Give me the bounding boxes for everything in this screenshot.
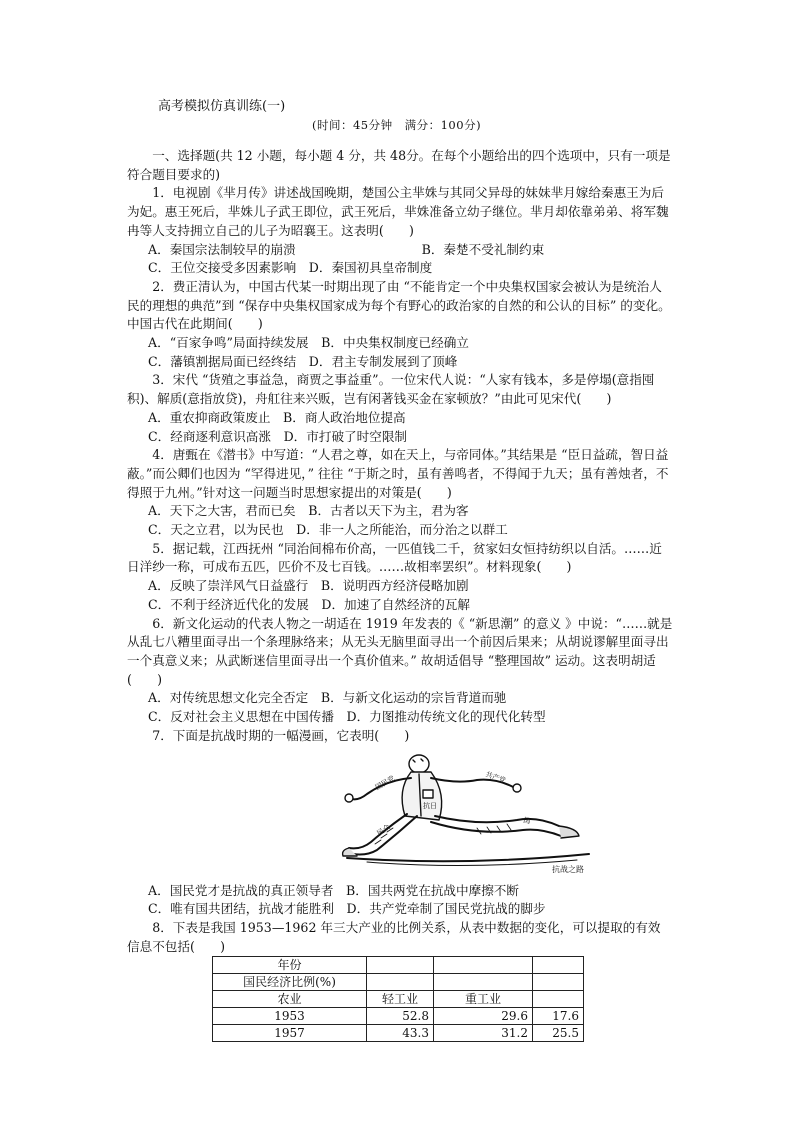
table-row (213, 1008, 584, 1025)
war-cartoon (327, 750, 605, 878)
table-cell: 43.3 (367, 1025, 434, 1042)
option-line: A．对传统思想文化完全否定 B．与新文化运动的宗旨背道而驰 (148, 690, 507, 706)
option-line: C．王位交接受多因素影响 D．秦国初具皇帝制度 (148, 260, 433, 276)
table-header-cell: 农业 (213, 991, 367, 1008)
question-stem: 1．电视剧《芈月传》讲述战国晚期，楚国公主芈姝与其同父异母的妹妹芈月嫁给秦惠王为后为妃。惠王死后，芈姝儿子武王即位，武王死后，芈姝准备立幼子继位。芈月却依靠弟弟、将军魏冉等人支持拥立自己的儿子为昭襄王。这表明( ) (127, 185, 669, 238)
cartoon-label: 国 (522, 815, 532, 826)
option-line: A．“百家争鸣”局面持续发展 B．中央集权制度已经确立 (148, 335, 469, 351)
exam-content (127, 147, 673, 1042)
table-cell (533, 991, 584, 1008)
question-8 (127, 919, 673, 1042)
cartoon-label: 共产党 (484, 769, 507, 785)
option-line: A．重农抑商政策废止 B．商人政治地位提高 (148, 409, 406, 425)
cartoon-caption: 抗战之路 (552, 864, 584, 874)
question-stem: 3．宋代 “货殖之事益急，商贾之事益重”。一位宋代人说：“人家有钱本，多是停塌(意指囤积)、解质(意指放贷)，舟舡往来兴贩，岂有闲著钱买金在家顿放？”由此可见宋代( ) (127, 372, 655, 407)
option-line: C．经商逐利意识高涨 D．市打破了时空限制 (148, 428, 408, 444)
table-cell: 52.8 (367, 1008, 434, 1025)
question-3 (127, 371, 673, 446)
option-line: C．唯有国共团结，抗战才能胜利 D．共产党牵制了国民党抗战的脚步 (148, 901, 546, 917)
question-stem: 5．据记载，江西抚州 “同治间棉布价高，一匹值钱二千，贫家妇女恒持纺织以自活。……近日洋纱一称，可成布五匹，匹价不及七百钱。……故相率罢织”。材料现象( ) (127, 540, 662, 575)
section-intro: 一、选择题(共 12 小题，每小题 4 分，共 48分。在每个小题给出的四个选项中，只有一项是符合题目要求的) (127, 148, 671, 182)
table-header-cell: 重工业 (434, 991, 533, 1008)
question-5 (127, 540, 673, 615)
table-cell: 17.6 (533, 1008, 584, 1025)
page-subtitle: (时间：45分钟 满分：100分) (312, 118, 482, 132)
table-header-row (213, 991, 584, 1008)
question-stem: 7．下面是抗战时期的一幅漫画，它表明( ) (152, 727, 410, 743)
option-line: C．藩镇割据局面已经终结 D．君主专制发展到了顶峰 (148, 353, 458, 369)
table-cell-year: 1957 (213, 1025, 367, 1042)
table-row (213, 1025, 584, 1042)
table-cell: 29.6 (434, 1008, 533, 1025)
table-header-cell: 轻工业 (367, 991, 434, 1008)
table-row (213, 957, 584, 974)
cartoon-label: 民众 (375, 822, 392, 838)
option-line: A．秦国宗法制较早的崩溃 B．秦楚不受礼制约束 (148, 241, 545, 257)
cartoon-drawing (327, 750, 605, 878)
table-cell (533, 974, 584, 991)
option-line: A．反映了崇洋风气日益盛行 B．说明西方经济侵略加剧 (148, 578, 469, 594)
table-cell (367, 957, 434, 974)
question-2 (127, 278, 673, 372)
question-6 (127, 615, 673, 727)
table-cell (434, 957, 533, 974)
page-title: 高考模拟仿真训练(一) (158, 99, 286, 114)
table-cell-year: 1953 (213, 1008, 367, 1025)
table-cell (533, 957, 584, 974)
question-stem: 2．费正清认为，中国古代某一时期出现了由 “不能肯定一个中央集权国家会被认为是统治人民的理想的典范”到 “保存中央集权国家成为每个有野心的政治家的自然的和公认的目标” 的变化。中国古代在此期间( ) (127, 278, 671, 332)
table-cell: 国民经济比例(%) (213, 974, 367, 991)
table-cell (434, 974, 533, 991)
table-cell: 25.5 (533, 1025, 584, 1042)
economy-table (212, 956, 584, 1042)
option-line: A．天下之大害，君而已矣 B．古者以天下为主，君为客 (148, 503, 469, 519)
option-line: C．天之立君，以为民也 D．非一人之所能治，而分治之以群工 (148, 522, 508, 538)
question-1 (127, 184, 673, 278)
option-line: C．反对社会主义思想在中国传播 D．力图推动传统文化的现代化转型 (148, 709, 546, 725)
table-row (213, 974, 584, 991)
table-cell: 31.2 (434, 1025, 533, 1042)
question-stem: 6．新文化运动的代表人物之一胡适在 1919 年发表的《 “新思潮” 的意义 》中说：“……就是从乱七八糟里面寻出一个条理脉络来；从无头无脑里面寻出一个前因后果来；从胡说谬解里面寻出一个真意义来；从武断迷信里面寻出一个真价值来。” 故胡适倡导 “整理国故” 运动。这表明胡适( ) (127, 615, 673, 687)
option-line: C．不利于经济近代化的发展 D．加速了自然经济的瓦解 (148, 596, 470, 612)
table-cell: 年份 (213, 957, 367, 974)
cartoon-label: 抗日 (423, 801, 437, 810)
question-stem: 8．下表是我国 1953—1962 年三大产业的比例关系，从表中数据的变化，可以提取的有效信息不包括( ) (127, 919, 661, 954)
option-line: A．国民党才是抗战的真正领导者 B．国共两党在抗战中摩擦不断 (148, 882, 519, 898)
table-cell (367, 974, 434, 991)
question-stem: 4．唐甄在《潜书》中写道：“人君之尊，如在天上，与帝同体。”其结果是 “臣日益疏，智日益蔽。”而公卿们也因为 “罕得进见，” 往往 “于斯之时，虽有善鸣者，不得闻于九天；虽有善烛者，不得照于九州。”针对这一问题当时思想家提出的对策是( ) (127, 447, 669, 500)
question-7 (127, 727, 673, 919)
question-4 (127, 446, 673, 540)
cartoon-label: 国民党 (374, 773, 397, 792)
